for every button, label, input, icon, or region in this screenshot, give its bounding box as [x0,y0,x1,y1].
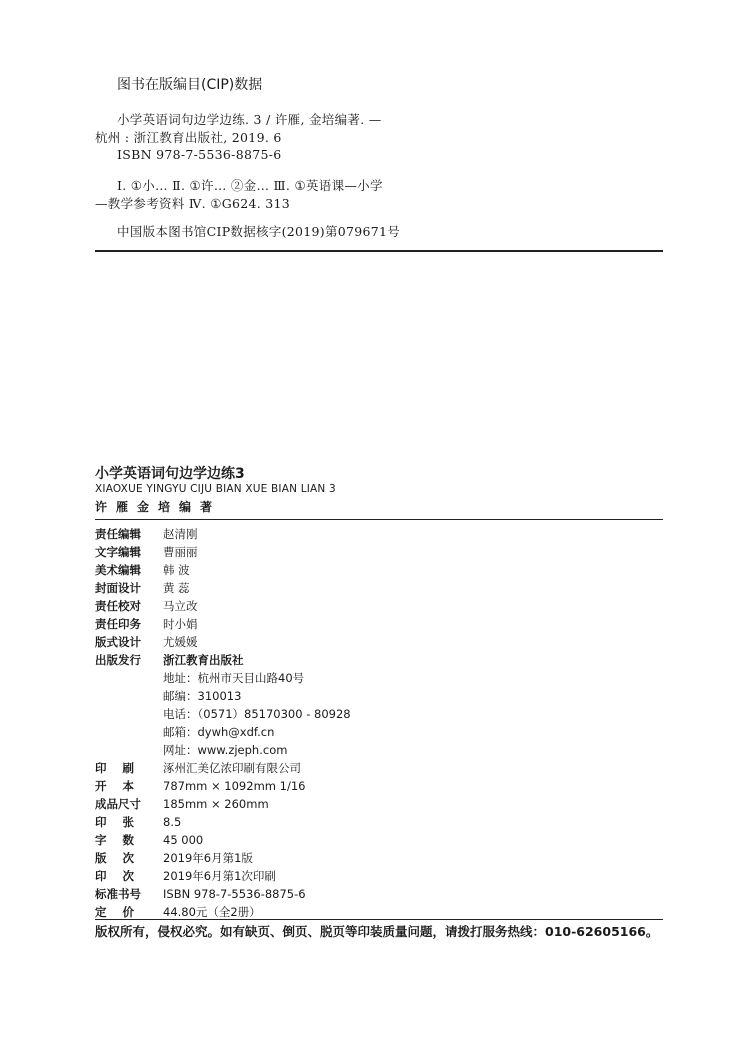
credit-value: 曹丽丽 [163,544,198,559]
credit-value: 浙江教育出版社 [163,652,244,667]
credit-key: 责任编辑 [95,526,141,541]
book-pinyin-title: XIAOXUE YINGYU CIJU BIAN XUE BIAN LIAN 3 [95,483,336,495]
spec-value: 45 000 [163,832,204,847]
spec-row [95,795,269,812]
credit-row [95,597,198,614]
credit-row [95,579,190,596]
credit-row [95,615,198,632]
heading-divider [95,519,663,520]
credit-row [95,561,190,578]
spec-row [95,831,203,848]
spec-value: 2019年6月第1版 [163,850,253,865]
publisher-website: 网址：www.zjeph.com [163,742,288,757]
publisher-phone: 电话：（0571）85170300 - 80928 [163,706,351,721]
cip-line-2: 杭州 : 浙江教育出版社, 2019. 6 [95,130,282,145]
cip-line-1: 小学英语词句边学边练. 3 / 许雁, 金培编著. — [117,112,382,127]
credit-value: 黄 蕊 [163,580,190,595]
credit-row [95,633,198,650]
credit-key: 美术编辑 [95,562,141,577]
spec-value: 185mm × 260mm [163,796,269,811]
spec-value: 787mm × 1092mm 1/16 [163,778,306,793]
publisher-postcode: 邮编：310013 [163,688,242,703]
spec-row [95,777,305,794]
spec-key: 版次 [95,850,150,865]
spec-key: 开本 [95,778,150,793]
spec-row [95,849,253,866]
cip-line-5: —教学参考资料 Ⅳ. ①G624. 313 [95,196,291,211]
spec-value: 涿州汇美亿浓印刷有限公司 [163,760,301,775]
cip-title: 图书在版编目(CIP)数据 [117,77,263,93]
credit-row [95,543,198,560]
spec-key: 印张 [95,814,150,829]
spec-value: 8.5 [163,814,182,829]
credit-key: 版式设计 [95,634,141,649]
spec-value: 44.80元（全2册） [163,904,261,919]
copyright-notice: 版权所有，侵权必究。如有缺页、倒页、脱页等印装质量问题，请拨打服务热线：010-62605166。 [95,924,659,939]
credit-key: 责任校对 [95,598,141,613]
book-authors: 许雁金培编著 [95,500,222,514]
credit-value: 赵清刚 [163,526,198,541]
spec-key: 成品尺寸 [95,796,141,811]
spec-key: 印刷 [95,760,150,775]
spec-row [95,903,261,920]
credit-key: 文字编辑 [95,544,141,559]
credit-key: 责任印务 [95,616,141,631]
credit-value: 尤媛媛 [163,634,198,649]
credit-value: 时小娟 [163,616,198,631]
spec-key: 印次 [95,868,150,883]
credit-key: 出版发行 [95,652,141,667]
spec-row [95,885,306,902]
spec-key: 标准书号 [95,886,141,901]
cip-line-4: Ⅰ. ①小… Ⅱ. ①许… ②金… Ⅲ. ①英语课—小学 [117,178,383,193]
cip-line-3: ISBN 978-7-5536-8875-6 [117,147,282,162]
spec-row [95,813,181,830]
spec-key: 字数 [95,832,150,847]
spec-row [95,867,276,884]
publisher-address: 地址：杭州市天目山路40号 [163,670,305,685]
credit-value: 马立改 [163,598,198,613]
spec-value: 2019年6月第1次印刷 [163,868,276,883]
credit-row [95,651,244,668]
spec-value: ISBN 978-7-5536-8875-6 [163,886,306,901]
spec-key: 定价 [95,904,150,919]
credit-value: 韩 波 [163,562,190,577]
spec-row [95,759,301,776]
publisher-email: 邮箱：dywh@xdf.cn [163,724,275,739]
cip-divider [95,250,663,252]
credit-row [95,525,198,542]
credit-key: 封面设计 [95,580,141,595]
footer-divider [95,919,663,920]
book-title: 小学英语词句边学边练3 [95,466,245,482]
cip-line-6: 中国版本图书馆CIP数据核字(2019)第079671号 [117,224,401,239]
